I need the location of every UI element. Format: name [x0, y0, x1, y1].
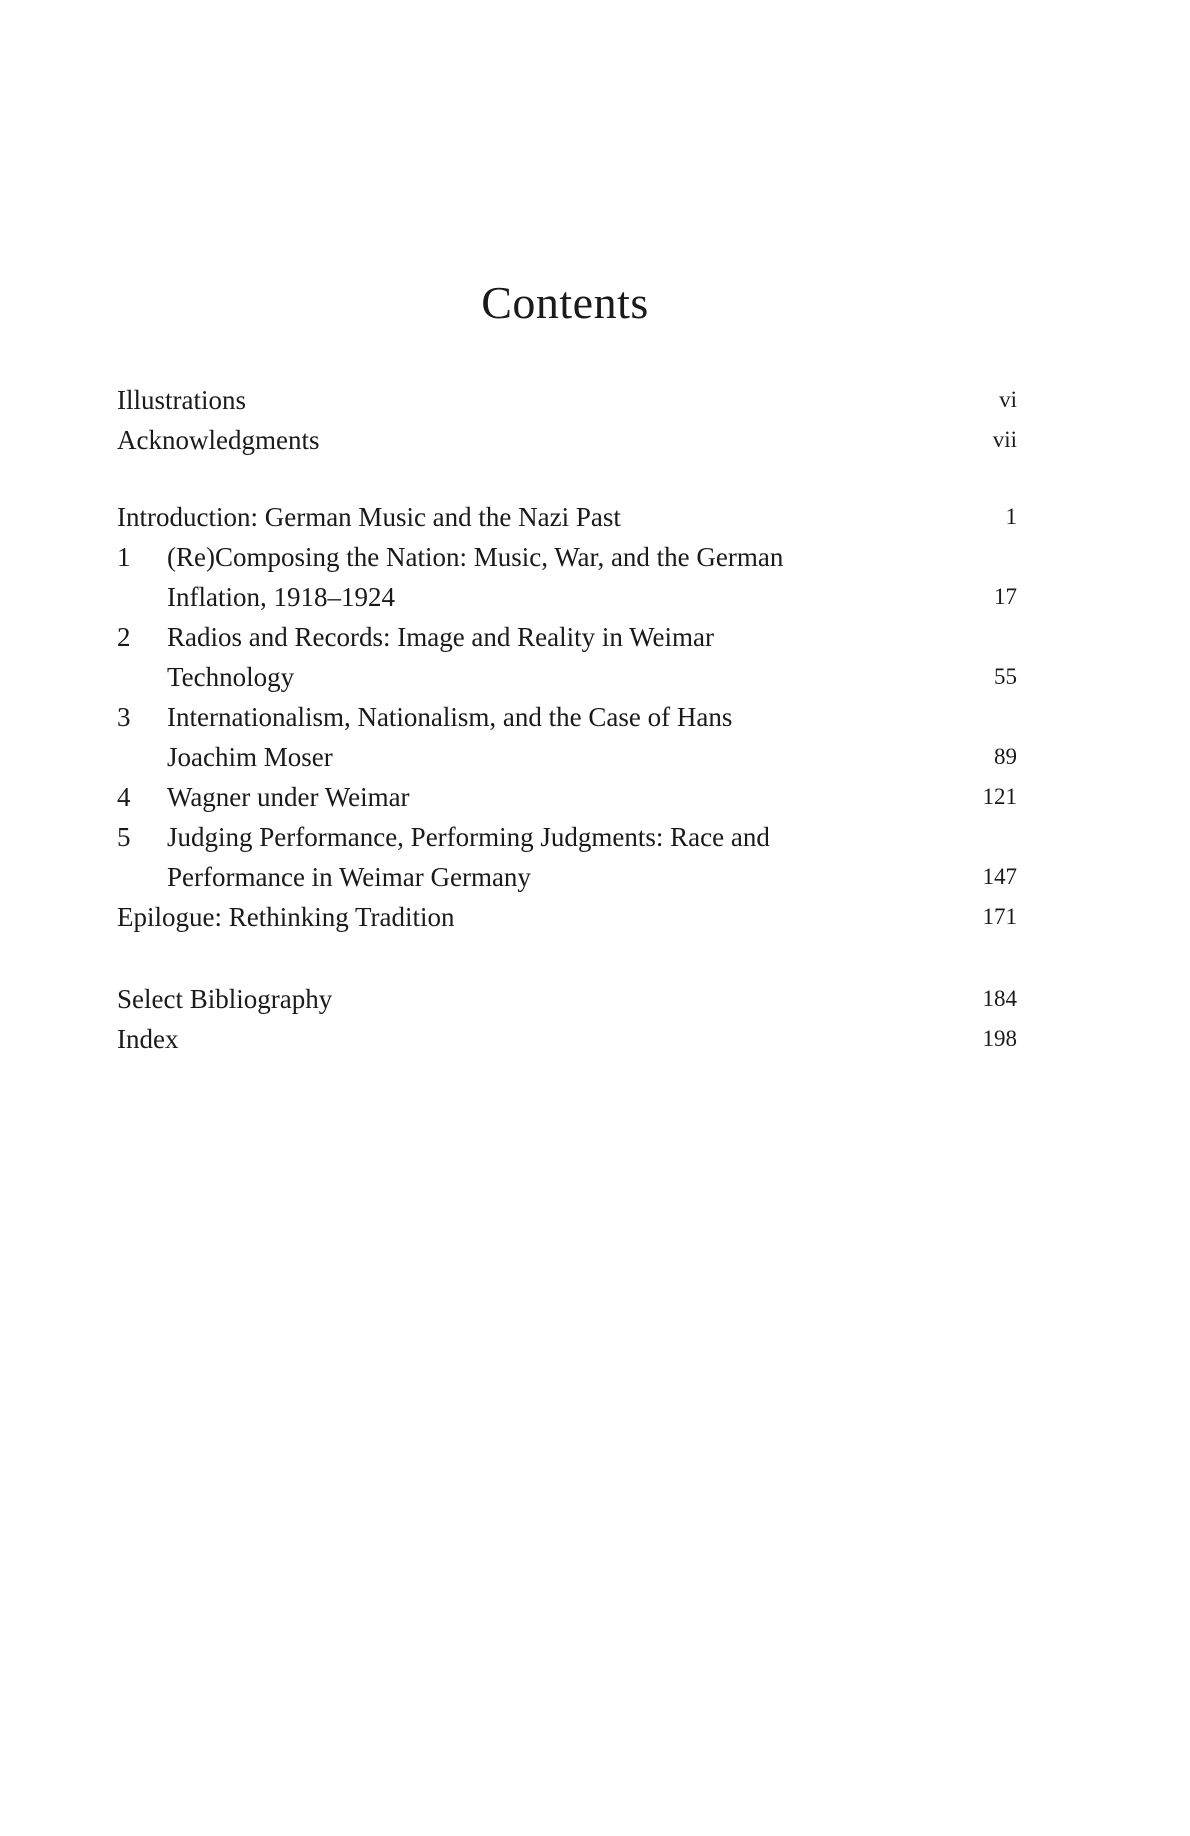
- toc-entry-page: 89: [994, 744, 1017, 769]
- toc-entry-label: Illustrations: [117, 385, 246, 415]
- toc-entry-page: 55: [994, 664, 1017, 689]
- toc-entry-introduction[interactable]: [117, 497, 1017, 537]
- toc-entry-illustrations[interactable]: [117, 380, 1017, 420]
- toc-entry-label: Index: [117, 1024, 179, 1054]
- chapter-number: 4: [117, 782, 131, 812]
- chapter-number: 2: [117, 622, 131, 652]
- toc-entry-epilogue[interactable]: [117, 897, 1017, 937]
- chapter-title-line-2: Joachim Moser: [167, 742, 333, 772]
- toc-entry-label: Acknowledgments: [117, 425, 320, 455]
- toc-chapter-1-cont[interactable]: [117, 577, 1017, 617]
- chapter-title-line-2: Technology: [167, 662, 295, 692]
- toc-chapter-2-cont[interactable]: [117, 657, 1017, 697]
- toc-front-matter: [117, 380, 1017, 460]
- toc-back-matter: [117, 979, 1017, 1059]
- chapter-number: 5: [117, 822, 131, 852]
- chapter-title-line-1: Internationalism, Nationalism, and the Case of Hans: [167, 702, 733, 732]
- chapter-title-line-2: Inflation, 1918–1924: [167, 582, 395, 612]
- toc-entry-bibliography[interactable]: [117, 979, 1017, 1019]
- toc-entry-page: vii: [992, 427, 1017, 452]
- toc-entry-page: vi: [999, 387, 1017, 412]
- toc-entry-page: 147: [982, 864, 1017, 889]
- toc-entry-label: Epilogue: Rethinking Tradition: [117, 902, 455, 932]
- toc-entry-page: 171: [982, 904, 1017, 929]
- toc-chapter-3[interactable]: [117, 697, 1017, 737]
- chapter-title-line-2: Performance in Weimar Germany: [167, 862, 531, 892]
- toc-chapter-5-cont[interactable]: [117, 857, 1017, 897]
- toc-entry-label: Select Bibliography: [117, 984, 333, 1014]
- toc-entry-page: 198: [982, 1026, 1017, 1051]
- chapter-title-line-1: (Re)Composing the Nation: Music, War, and the German: [167, 542, 784, 572]
- toc-entry-page: 17: [994, 584, 1017, 609]
- toc-chapter-2[interactable]: [117, 617, 1017, 657]
- toc-chapter-4[interactable]: [117, 777, 1017, 817]
- toc-chapter-5[interactable]: [117, 817, 1017, 857]
- page-title: Contents: [481, 276, 649, 328]
- toc-entry-acknowledgments[interactable]: [117, 420, 1017, 460]
- toc-entry-page: 1: [1005, 504, 1017, 529]
- chapter-number: 1: [117, 542, 131, 572]
- chapter-title-line-1: Radios and Records: Image and Reality in Weimar: [167, 622, 714, 652]
- toc-entry-index[interactable]: [117, 1019, 1017, 1059]
- chapter-number: 3: [117, 702, 131, 732]
- toc-chapter-3-cont[interactable]: [117, 737, 1017, 777]
- chapter-title-line-1: Judging Performance, Performing Judgments: Race and: [167, 822, 770, 852]
- toc-entry-label: Introduction: German Music and the Nazi Past: [117, 502, 621, 532]
- toc-entry-page: 184: [982, 986, 1017, 1011]
- toc-chapter-1[interactable]: [117, 537, 1017, 577]
- toc-entry-page: 121: [982, 784, 1017, 809]
- chapter-title-line-1: Wagner under Weimar: [167, 782, 410, 812]
- toc-main: [117, 497, 1017, 937]
